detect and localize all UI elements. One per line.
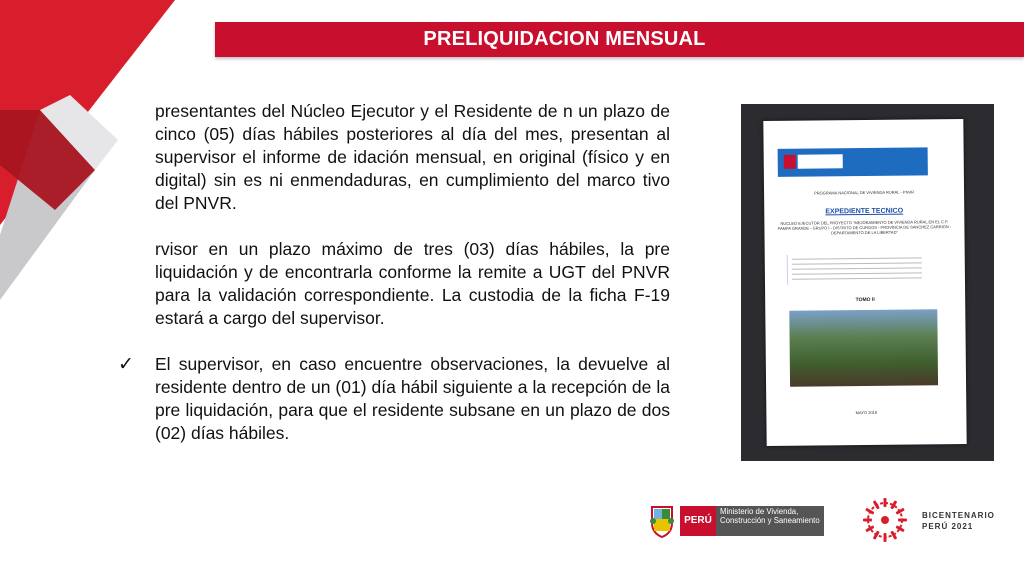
- cover-volume: TOMO II: [855, 296, 875, 304]
- title-bar: [215, 22, 1024, 57]
- ministry-logo-strip: [778, 147, 928, 177]
- checkmark-icon: ✓: [118, 354, 134, 375]
- page-title: PRELIQUIDACION MENSUAL: [423, 28, 706, 50]
- bicentenario-line2: PERÚ 2021: [922, 522, 974, 531]
- document-cover: [763, 119, 966, 446]
- bicentenario-text: [922, 510, 995, 532]
- cover-date: MAYO 2018: [855, 409, 878, 416]
- paragraph-text: El supervisor, en caso encuentre observaciones, la devuelve al residente dentro de un (01) día hábil siguiente a la recepción de la pre liquidación, para que el residente subsane en un plazo de dos (02) días hábiles.: [155, 354, 670, 443]
- bicentenario-line1: BICENTENARIO: [922, 511, 995, 520]
- government-logo: [648, 503, 826, 539]
- peru-label: PERÚ: [680, 506, 716, 536]
- coat-of-arms-icon: [648, 503, 676, 539]
- cover-table: [787, 253, 938, 285]
- expediente-photo: [741, 104, 994, 461]
- bicentenario-emblem-icon: [860, 495, 910, 545]
- bicentenario-logo: [860, 495, 1010, 545]
- paragraph-2: [118, 238, 670, 330]
- paragraph-text: presentantes del Núcleo Ejecutor y el Residente de n un plazo de cinco (05) días hábiles posteriores al día del mes, presentan al supervisor el informe de idación mensual, en original (físico y en digital) sin es ni enmendaduras, en cumplimiento del marco tivo del PNVR.: [155, 101, 670, 213]
- cover-heading: EXPEDIENTE TECNICO: [825, 207, 904, 216]
- paragraph-1: [118, 100, 670, 215]
- cover-landscape-image: [789, 309, 938, 387]
- cover-subtitle: NUCLEO EJECUTOR DEL PROYECTO "MEJORAMIENTO DE VIVIENDA RURAL EN EL C.P. PAMPA GRANDE - GRUPO I - DISTRITO DE CURGOS - PROVINCIA DE SANCHEZ CARRION - DEPARTAMENTO DE LA LIBERTAD": [777, 219, 952, 236]
- paragraph-3: [118, 353, 670, 445]
- paragraph-text: rvisor en un plazo máximo de tres (03) días hábiles, la pre liquidación y de encontrarla conforme la remite a UGT del PNVR para la validación correspondiente. La custodia de la ficha F-19 estará a cargo del supervisor.: [155, 239, 670, 328]
- body-text: [118, 100, 670, 468]
- ministry-label: Ministerio de Vivienda, Construcción y Saneamiento: [716, 506, 824, 536]
- cover-program: PROGRAMA NACIONAL DE VIVIENDA RURAL - PNVR: [814, 189, 915, 196]
